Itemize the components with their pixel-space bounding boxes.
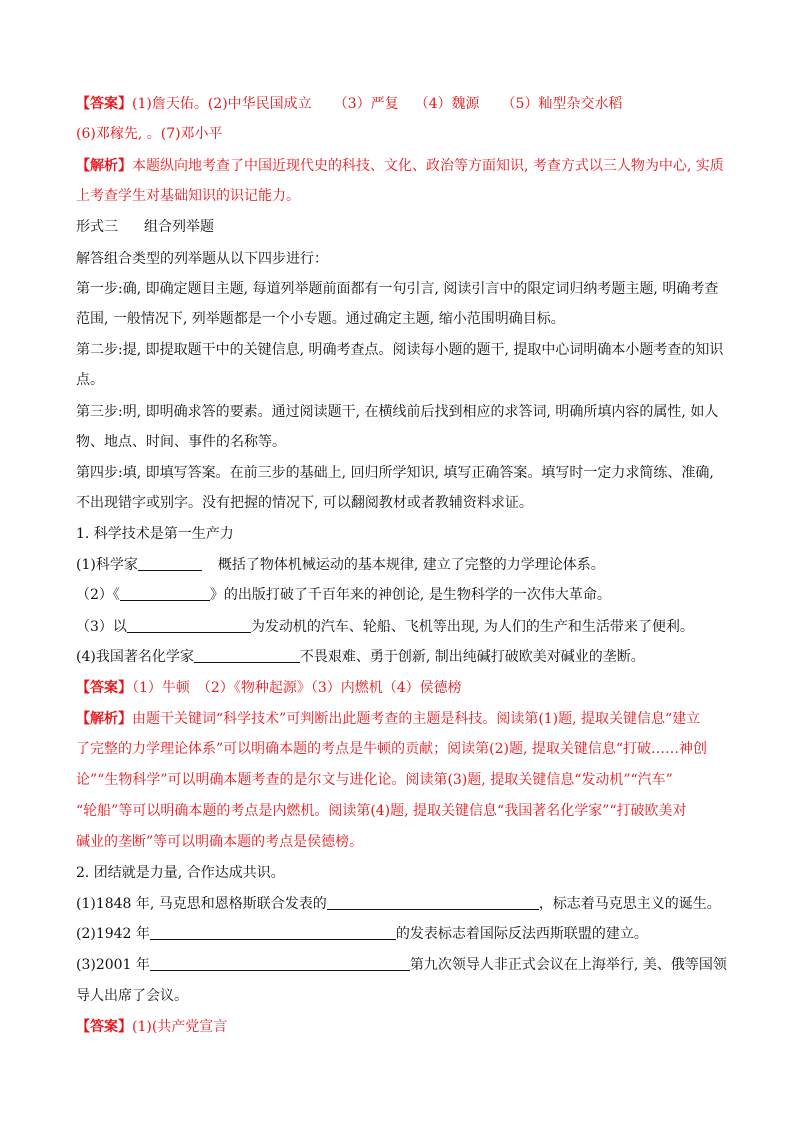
question-2-item-1: (1)1848 年, 马克思和恩格斯联合发表的 ，标志着马克思主义的诞生。	[76, 896, 721, 912]
answer-q1: 【答案】（1）牛顿 （2）《物种起源》（3）内燃机（4）侯德榜	[76, 680, 462, 696]
question-1-item-1: (1)科学家 概括了物体机械运动的基本规律, 建立了完整的力学理论体系。	[76, 557, 605, 573]
step-1-line-2: 范围, 一般情况下, 列举题都是一个小专题。通过确定主题, 缩小范围明确目标。	[76, 311, 565, 327]
step-2-line-2: 点。	[76, 372, 104, 388]
question-1-item-4: (4)我国著名化学家 不畏艰难、勇于创新, 制出纯碱打破欧美对碱业的垄断。	[76, 649, 645, 665]
answer-blank[interactable]	[138, 555, 202, 571]
analysis-q1-line-1: 【解析】由题干关键词“科学技术”可判断出此题考查的主题是科技。阅读第(1)题, 提取关键信息“建立	[76, 711, 701, 727]
analysis-1-line-1: 【解析】本题纵向地考查了中国近现代史的科技、文化、政治等方面知识, 考查方式以三人物为中心, 实质	[76, 158, 724, 174]
step-3-line-2: 物、地点、时间、事件的名称等。	[76, 434, 286, 450]
step-4-line-1: 第四步:填, 即填写答案。在前三步的基础上, 回归所学知识, 填写正确答案。填写时一定力求简练、准确,	[76, 465, 714, 481]
question-2-item-3: (3)2001 年 第九次领导人非正式会议在上海举行, 美、俄等国领	[76, 957, 727, 973]
answer-blank[interactable]	[327, 894, 539, 910]
intro-text: 解答组合类型的列举题从以下四步进行：	[76, 251, 328, 267]
question-1-title: 1. 科学技术是第一生产力	[76, 526, 234, 542]
step-1-line-1: 第一步:确, 即确定题目主题, 每道列举题前面都有一句引言, 阅读引言中的限定词归纳考题主题, 明确考查	[76, 281, 719, 297]
analysis-q1-line-5: 碱业的垄断”等可以明确本题的考点是侯德榜。	[76, 834, 364, 850]
answer-q2: 【答案】(1)(共产党宣言	[76, 1019, 228, 1035]
answer-blank[interactable]	[120, 585, 210, 601]
step-3-line-1: 第三步:明, 即明确求答的要素。通过阅读题干, 在横线前后找到相应的求答词, 明确所填内容的属性, 如人	[76, 404, 719, 420]
answer-blank[interactable]	[150, 955, 410, 971]
analysis-q1-line-3: 论”“生物科学”可以明确本题考查的是尔文与进化论。阅读第(3)题, 提取关键信息“发动机”“汽车”	[76, 772, 673, 788]
form-3-heading: 形式三 组合列举题	[76, 219, 214, 235]
step-4-line-2: 不出现错字或别字。没有把握的情况下, 可以翻阅教材或者教辅资料求证。	[76, 495, 533, 511]
analysis-q1-line-4: “轮船”等可以明确本题的考点是内燃机。阅读第(4)题, 提取关键信息“我国著名化学家”“打破欧美对	[76, 803, 687, 819]
question-2-item-2: (2)1942 年 的发表标志着国际反法西斯联盟的建立。	[76, 926, 648, 942]
answer-blank[interactable]	[127, 617, 251, 633]
answer-blank[interactable]	[150, 924, 396, 940]
question-2-item-3-cont: 导人出席了会议。	[76, 988, 188, 1004]
analysis-q1-line-2: 了完整的力学理论体系”可以明确本题的考点是牛顿的贡献；阅读第(2)题, 提取关键信息“打破……神创	[76, 741, 708, 757]
answer-blank[interactable]	[194, 647, 300, 663]
analysis-1-line-2: 上考查学生对基础知识的识记能力。	[76, 188, 300, 204]
question-1-item-2: （2）《 》的出版打破了千百年来的神创论, 是生物科学的一次伟大革命。	[76, 587, 611, 603]
question-1-item-3: （3）以 为发动机的汽车、轮船、飞机等出现, 为人们的生产和生活带来了便利。	[76, 619, 694, 635]
question-2-title: 2. 团结就是力量, 合作达成共识。	[76, 865, 285, 881]
step-2-line-1: 第二步:提, 即提取题干中的关键信息, 明确考查点。阅读每小题的题干, 提取中心词明确本小题考查的知识	[76, 342, 724, 358]
answer-1-line-2: (6)邓稼先, 。(7)邓小平	[76, 126, 223, 142]
answer-1-line-1: 【答案】(1)詹天佑。(2)中华民国成立 （3）严复 （4）魏源 （5）籼型杂交水稻	[76, 96, 623, 112]
